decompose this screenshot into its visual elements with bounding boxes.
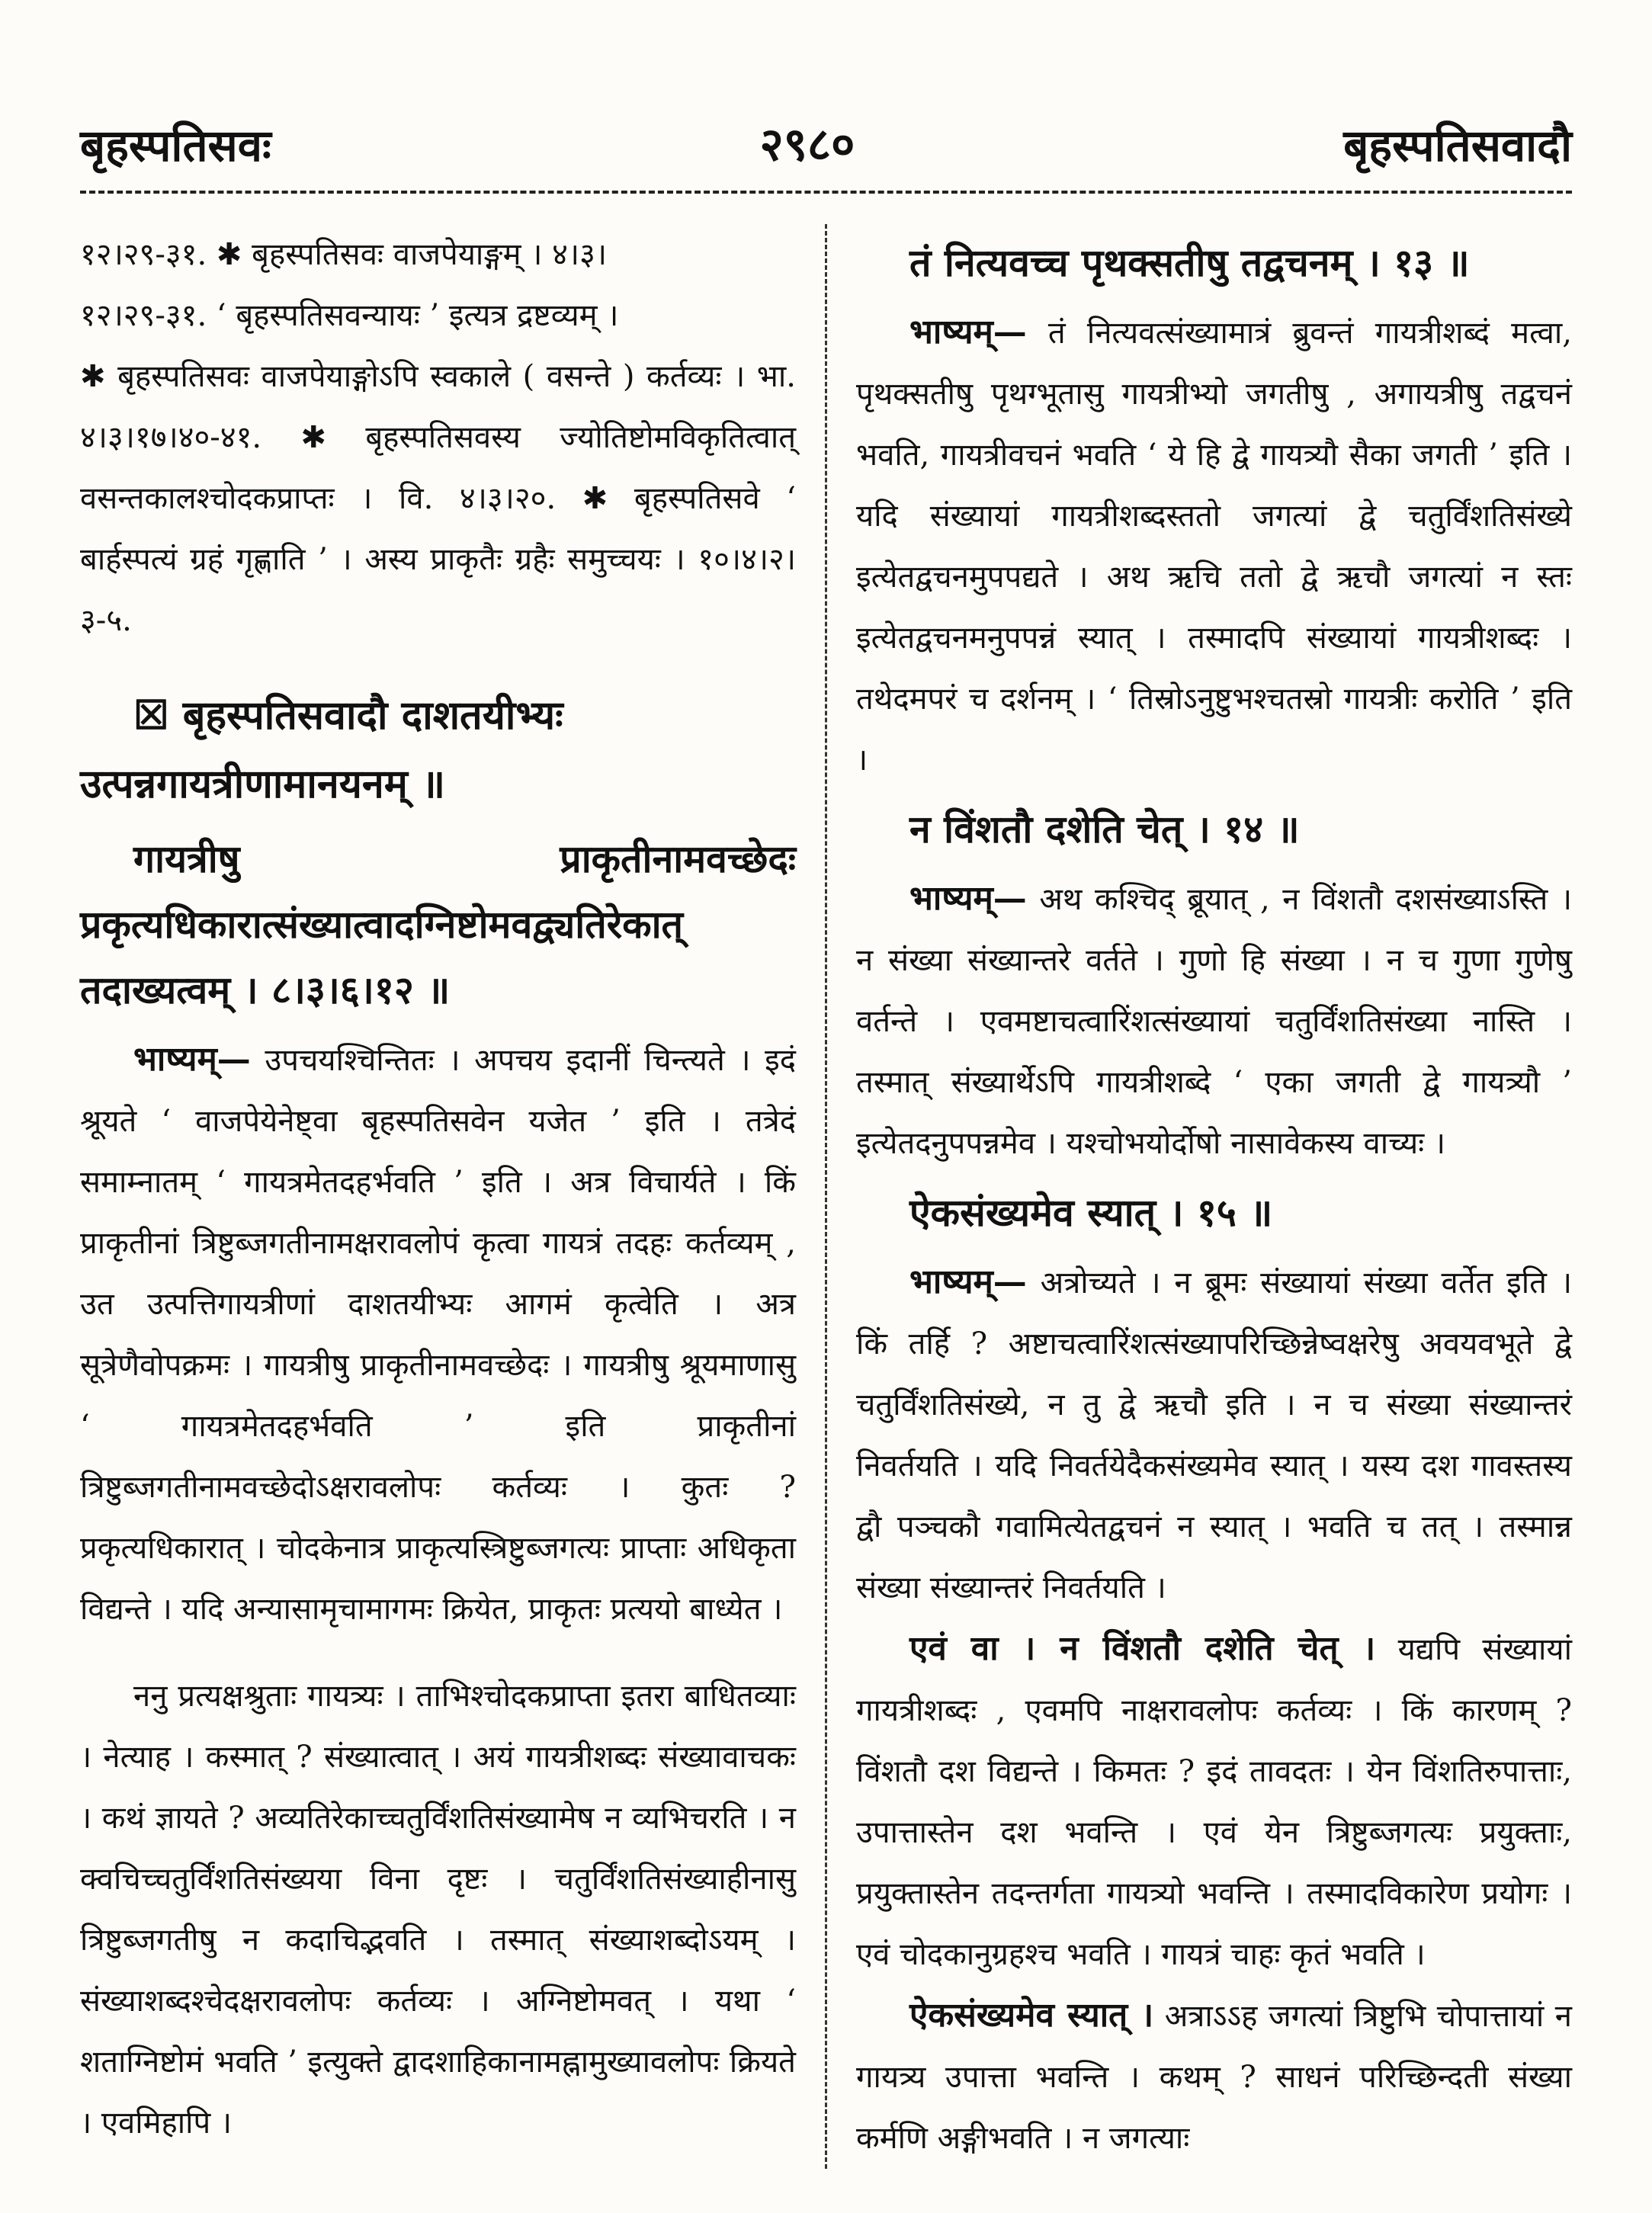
bhashya-text: तं नित्यवत्संख्यामात्रं ब्रुवन्तं गायत्रीशब्दं मत्वा, पृथक्सतीषु पृथग्भूतासु गायत्रीभ्यो जगतीषु , अगायत्रीषु तद्वचनं भवति, गायत्रीवचनं भवति ‘ ये हि द्वे गायत्र्यौ सैका जगती ’ इति । यदि संख्यायां गायत्रीशब्दस्ततो जगत्यां द्वे चतुर्विंशतिसंख्ये इत्येतद्वचनमुपपद्यते । अथ ऋचि ततो द्वे ऋचौ जगत्यां न स्तः इत्येतद्वचनमनुपपन्नं स्यात् । तस्मादपि संख्यायां गायत्रीशब्दः । तथेदमपरं च दर्शनम् । ‘ तिस्रोऽनुष्टुभश्चतस्रो गायत्रीः करोति ’ इति । xyxy=(856,316,1572,778)
bhashya-label: भाष्यम्— xyxy=(909,313,1027,351)
page-number: २९८० xyxy=(759,118,855,172)
header-right-title: बृहस्पतिसवादौ xyxy=(1343,120,1572,172)
header-rule xyxy=(80,191,1572,194)
bhashya-paragraph xyxy=(80,1029,796,1640)
commentary-paragraph xyxy=(856,1985,1572,2169)
bhashya-14 xyxy=(856,868,1572,1174)
bhashya-text: उपचयश्चिन्तितः । अपचय इदानीं चिन्त्यते । इदं श्रूयते ‘ वाजपेयेनेष्ट्वा बृहस्पतिसवेन यजेत ’ इति । तत्रेदं समाम्नातम् ‘ गायत्रमेतदहर्भवति ’ इति । अत्र विचार्यते । किं प्राकृतीनां त्रिष्टुब्जगतीनामक्षरावलोपं कृत्वा गायत्रं तदहः कर्तव्यम् , उत उत्पत्तिगायत्रीणां दाशतयीभ्यः आगमं कृत्वेति । अत्र सूत्रेणैवोपक्रमः । गायत्रीषु प्राकृतीनामवच्छेदः । गायत्रीषु श्रूयमाणासु ‘ गायत्रमेतदहर्भवति ’ इति प्राकृतीनां त्रिष्टुब्जगतीनामवच्छेदोऽक्षरावलोपः कर्तव्यः । कुतः ? प्रकृत्यधिकारात् । चोदकेनात्र प्राकृत्यस्त्रिष्टुब्जगत्यः प्राप्ताः अधिकृता विद्यन्ते । यदि अन्यासामृचामागमः क्रियेत, प्राकृतः प्रत्ययो बाध्येत । xyxy=(80,1043,796,1627)
sutra-text: गायत्रीषु प्राकृतीनामवच्छेदः प्रकृत्यधिकारात्संख्यात्वादग्निष्टोमवद्व्यतिरेकात् तदाख्यत्वम् । ८।३।६।१२ ॥ xyxy=(80,836,796,1012)
commentary-text: यद्यपि संख्यायां गायत्रीशब्दः , एवमपि नाक्षरावलोपः कर्तव्यः । किं कारणम् ? विंशतौ दश विद्यन्ते । किमतः ? इदं तावदतः । येन विंशतिरुपात्ताः, उपात्तास्तेन दश भवन्ति । एवं येन त्रिष्टुब्जगत्यः प्रयुक्ताः, प्रयुक्तास्तेन तदन्तर्गता गायत्र्यो भवन्ति । तस्मादविकारेण प्रयोगः । एवं चोदकानुग्रहश्च भवति । गायत्रं चाहः कृतं भवति । xyxy=(856,1632,1572,1972)
sutra-15: ऐकसंख्यमेव स्यात् । १५ ॥ xyxy=(909,1190,1273,1235)
sutra-14: न विंशतौ दशेति चेत् । १४ ॥ xyxy=(909,807,1300,852)
commentary-text: अत्राऽऽह जगत्यां त्रिष्टुभि चोपात्तायां न गायत्र्य उपात्ता भवन्ति । कथम् ? साधनं परिच्छिन्दती संख्या कर्मणि अङ्गीभवति । न जगत्याः xyxy=(856,1999,1573,2156)
running-header xyxy=(80,90,1572,174)
commentary-paragraph: ननु प्रत्यक्षश्रुताः गायत्र्यः । ताभिश्चोदकप्राप्ता इतरा बाधितव्याः । नेत्याह । कस्मात् ? संख्यात्वात् । अयं गायत्रीशब्दः संख्यावाचकः । कथं ज्ञायते ? अव्यतिरेकाच्चतुर्विंशतिसंख्यामेष न व्यभिचरति । न क्वचिच्चतुर्विंशतिसंख्यया विना दृष्टः । चतुर्विंशतिसंख्याहीनासु त्रिष्टुब्जगतीषु न कदाचिद्भवति । तस्मात् संख्याशब्दोऽयम् । संख्याशब्दश्चेदक्षरावलोपः कर्तव्यः । अग्निष्टोमवत् । यथा ‘ शताग्निष्टोमं भवति ’ इत्युक्ते द्वादशाहिकानामह्नामुख्यावलोपः क्रियते । एवमिहापि । xyxy=(80,1679,796,2141)
bhashya-label: भाष्यम्— xyxy=(909,879,1027,918)
sutra-13: तं नित्यवच्च पृथक्सतीषु तद्वचनम् । १३ ॥ xyxy=(909,240,1470,285)
sutra-quote: ऐकसंख्यमेव स्यात् । xyxy=(909,1996,1154,2035)
section-title: ☒ बृहस्पतिसवादौ दाशतयीभ्यः उत्पन्नगायत्रीणामानयनम् ॥ xyxy=(80,692,563,807)
column-divider xyxy=(825,224,827,2169)
bhashya-13 xyxy=(856,302,1572,791)
bhashya-text: अत्रोच्यते । न ब्रूमः संख्यायां संख्या वर्तेत इति । किं तर्हि ? अष्टाचत्वारिंशत्संख्यापरिच्छिन्नेष्वक्षरेषु अवयवभूते द्वे चतुर्विंशतिसंख्ये, न तु द्वे ऋचौ इति । न च संख्या संख्यान्तरं निवर्तयति । यदि निवर्तयेदैकसंख्यमेव स्यात् । यस्य दश गावस्तस्य द्वौ पञ्चकौ गवामित्येतद्वचनं न स्यात् । भवति च तत् । तस्मान्न संख्या संख्यान्तरं निवर्तयति । xyxy=(856,1265,1572,1605)
left-column xyxy=(80,224,819,2169)
header-left-title: बृहस्पतिसवः xyxy=(80,120,271,172)
sutra-quote: एवं वा । न विंशतौ दशेति चेत् । xyxy=(909,1629,1376,1668)
reference-entry: ✱ बृहस्पतिसवः वाजपेयाङ्गोऽपि स्वकाले ( वसन्ते ) कर्तव्यः । भा. ४।३।१७।४०-४१. ✱ बृहस्पतिसवस्य ज्योतिष्टोमविकृतित्वात् वसन्तकालश्चोदकप्राप्तः । वि. ४।३।२०. ✱ बृहस्पतिसवे ‘ बार्हस्पत्यं ग्रहं गृह्णाति ’ । अस्य प्राकृतैः ग्रहैः समुच्चयः । १०।४।२। ३-५. xyxy=(80,359,796,638)
right-column xyxy=(833,224,1572,2169)
commentary-paragraph xyxy=(856,1618,1572,1985)
two-column-body xyxy=(80,224,1572,2169)
bhashya-label: भाष्यम्— xyxy=(909,1262,1027,1301)
bhashya-label: भाष्यम्— xyxy=(133,1040,251,1079)
reference-entry: १२।२९-३१. ‘ बृहस्पतिसवन्यायः ’ इत्यत्र द्रष्टव्यम् । xyxy=(80,298,619,333)
bhashya-text: अथ कश्चिद् ब्रूयात् , न विंशतौ दशसंख्याऽस्ति । न संख्या संख्यान्तरे वर्तते । गुणो हि संख्या । न च गुणा गुणेषु वर्तन्ते । एवमष्टाचत्वारिंशत्संख्यायां चतुर्विंशतिसंख्या नास्ति । तस्मात् संख्यार्थेऽपि गायत्रीशब्दे ‘ एका जगती द्वे गायत्र्यौ ’ इत्येतदनुपपन्नमेव । यश्चोभयोर्दोषो नासावेकस्य वाच्यः । xyxy=(856,882,1572,1161)
bhashya-15 xyxy=(856,1252,1572,1618)
reference-entry: १२।२९-३१. ✱ बृहस्पतिसवः वाजपेयाङ्गम् । ४।३। xyxy=(80,237,608,272)
